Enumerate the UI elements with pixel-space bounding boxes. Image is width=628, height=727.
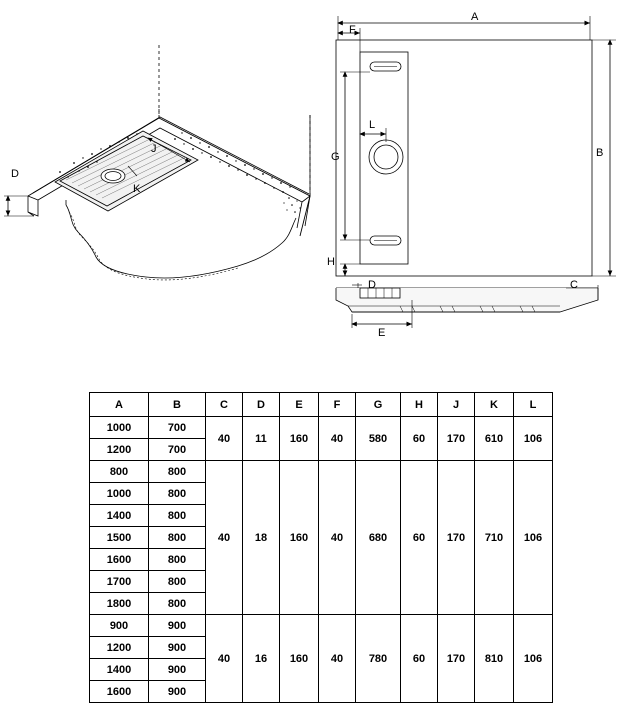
cell-B: 900	[149, 637, 206, 659]
cell-G: 680	[356, 461, 401, 615]
cell-B: 800	[149, 527, 206, 549]
cell-A: 1200	[90, 637, 149, 659]
cell-K: 710	[475, 461, 514, 615]
cell-F: 40	[319, 615, 356, 703]
cell-L: 106	[514, 461, 553, 615]
cell-J: 170	[438, 417, 475, 461]
table-row	[90, 615, 553, 637]
label-C: C	[570, 279, 578, 291]
cell-A: 900	[90, 615, 149, 637]
header-H: H	[401, 393, 438, 417]
header-B: B	[149, 393, 206, 417]
cell-B: 700	[149, 439, 206, 461]
cell-B: 800	[149, 549, 206, 571]
table-row	[90, 417, 553, 439]
label-D-iso: D	[11, 168, 19, 180]
cell-B: 900	[149, 659, 206, 681]
cell-B: 700	[149, 417, 206, 439]
header-C: C	[206, 393, 243, 417]
cell-K: 610	[475, 417, 514, 461]
label-L: L	[369, 119, 376, 131]
header-G: G	[356, 393, 401, 417]
cell-A: 1700	[90, 571, 149, 593]
table-row	[90, 461, 553, 483]
cell-H: 60	[401, 461, 438, 615]
cell-D: 16	[243, 615, 280, 703]
label-B: B	[596, 147, 604, 159]
header-K: K	[475, 393, 514, 417]
cell-J: 170	[438, 615, 475, 703]
label-H: H	[327, 256, 335, 268]
cell-C: 40	[206, 615, 243, 703]
cell-L: 106	[514, 615, 553, 703]
header-A: A	[90, 393, 149, 417]
cell-B: 800	[149, 461, 206, 483]
cell-A: 1400	[90, 659, 149, 681]
cell-C: 40	[206, 461, 243, 615]
label-E: E	[378, 327, 386, 339]
label-A: A	[471, 11, 479, 23]
header-E: E	[280, 393, 319, 417]
cell-G: 580	[356, 417, 401, 461]
cell-A: 1000	[90, 483, 149, 505]
cell-A: 1400	[90, 505, 149, 527]
label-F: F	[349, 24, 356, 36]
cell-D: 11	[243, 417, 280, 461]
label-D-section: D	[368, 279, 376, 291]
cell-E: 160	[280, 615, 319, 703]
cell-F: 40	[319, 417, 356, 461]
cell-A: 800	[90, 461, 149, 483]
cell-H: 60	[401, 615, 438, 703]
cell-H: 60	[401, 417, 438, 461]
cell-B: 800	[149, 571, 206, 593]
label-J-iso: J	[151, 143, 157, 155]
header-J: J	[438, 393, 475, 417]
cell-F: 40	[319, 461, 356, 615]
cell-A: 1500	[90, 527, 149, 549]
cell-A: 1800	[90, 593, 149, 615]
cell-J: 170	[438, 461, 475, 615]
cell-A: 1000	[90, 417, 149, 439]
header-L: L	[514, 393, 553, 417]
cell-C: 40	[206, 417, 243, 461]
cell-B: 800	[149, 505, 206, 527]
cell-B: 800	[149, 483, 206, 505]
cell-A: 1600	[90, 681, 149, 703]
cell-A: 1200	[90, 439, 149, 461]
header-D: D	[243, 393, 280, 417]
cell-K: 810	[475, 615, 514, 703]
dimensions-table	[89, 392, 553, 703]
cell-B: 800	[149, 593, 206, 615]
label-G: G	[331, 151, 340, 163]
cell-D: 18	[243, 461, 280, 615]
cell-A: 1600	[90, 549, 149, 571]
cell-G: 780	[356, 615, 401, 703]
cell-E: 160	[280, 417, 319, 461]
cell-B: 900	[149, 615, 206, 637]
table-header-row	[90, 393, 553, 417]
label-K-iso: K	[133, 183, 141, 195]
header-F: F	[319, 393, 356, 417]
cell-B: 900	[149, 681, 206, 703]
cell-L: 106	[514, 417, 553, 461]
cell-E: 160	[280, 461, 319, 615]
